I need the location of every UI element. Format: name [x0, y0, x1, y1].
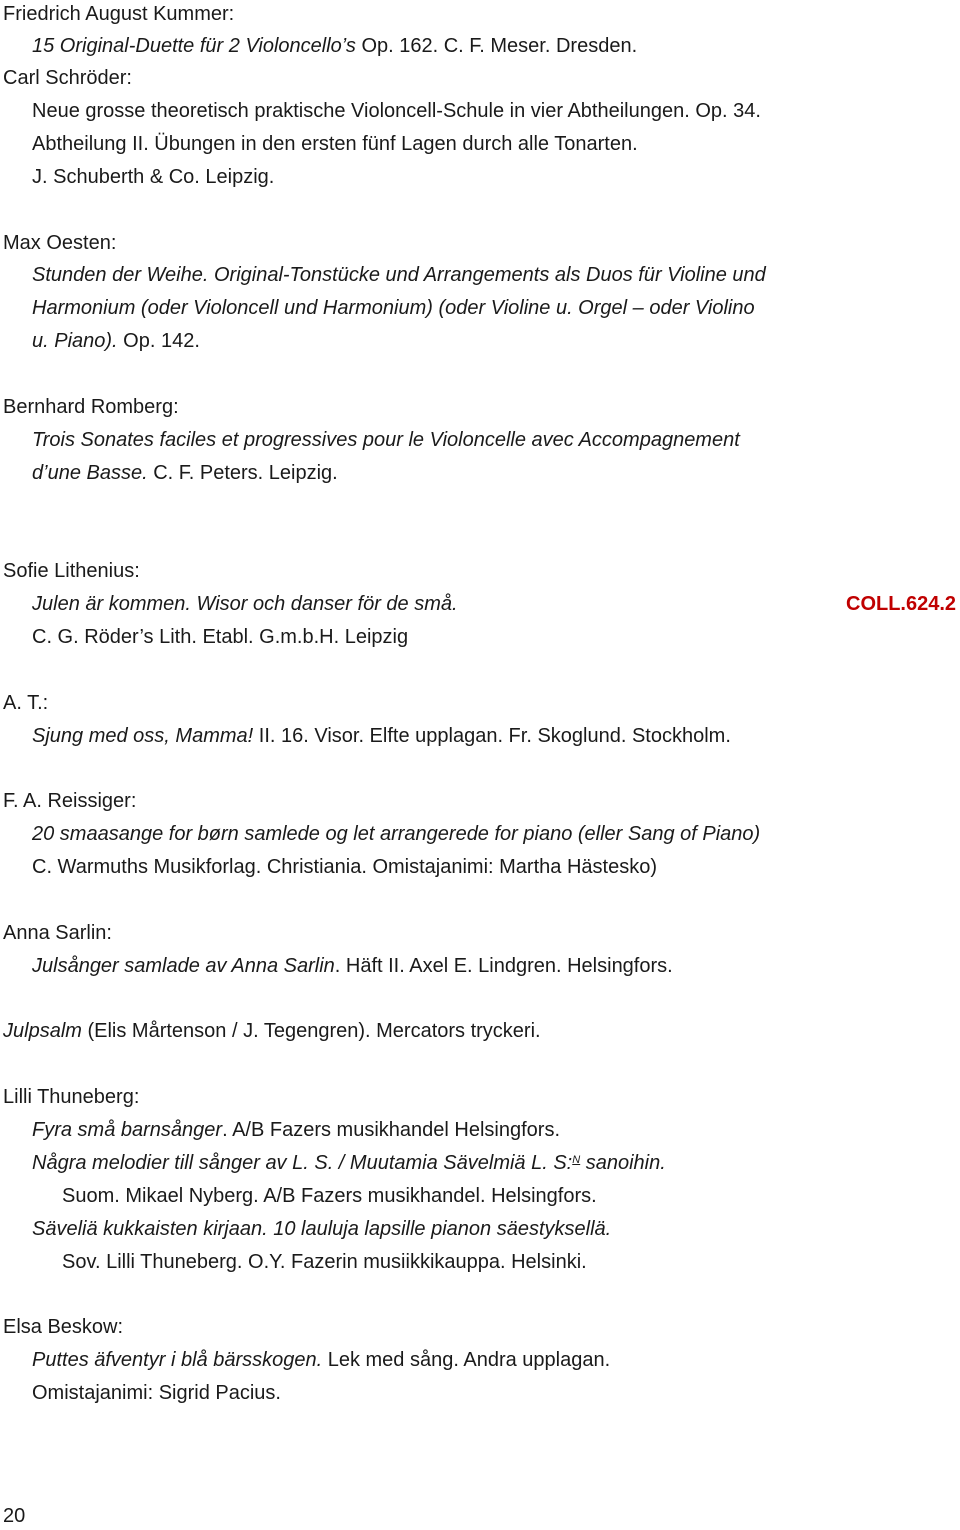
entry-line: Neue grosse theoretisch praktische Violoncell-Schule in vier Abtheilungen. Op. 34. [32, 100, 761, 122]
work-title: Stunden der Weihe. Original-Tonstücke und Arrangements als Duos für Violine und [32, 264, 766, 286]
entry-line [32, 1116, 560, 1144]
entry-line: C. G. Röder’s Lith. Etabl. G.m.b.H. Leipzig [32, 626, 409, 648]
entry-line: C. Warmuths Musikforlag. Christiania. Omistajanimi: Martha Hästesko) [32, 856, 657, 878]
entry-author: Bernhard Romberg: [3, 396, 179, 418]
entry-line [3, 1017, 541, 1045]
publisher-info: (Elis Mårtenson / J. Tegengren). Mercators tryckeri. [81, 1020, 541, 1042]
entry-line [32, 722, 731, 750]
work-title: 20 smaasange for børn samlede og let arrangerede for piano (eller Sang of Piano) [32, 823, 761, 845]
entry-author: Lilli Thuneberg: [3, 1086, 140, 1108]
work-title: sanoihin. [580, 1152, 666, 1174]
work-title: d’une Basse. [32, 462, 148, 484]
work-title: Harmonium (oder Violoncell und Harmonium) (oder Violine u. Orgel – oder Violino [32, 297, 755, 319]
entry-line: J. Schuberth & Co. Leipzig. [32, 166, 275, 188]
publisher-info: Op. 142. [117, 330, 200, 352]
entry-line [32, 32, 637, 60]
work-title: Julsånger samlade av Anna Sarlin [32, 955, 335, 977]
entry-line: Sov. Lilli Thuneberg. O.Y. Fazerin musiikkikauppa. Helsinki. [62, 1251, 587, 1273]
entry-line: Suom. Mikael Nyberg. A/B Fazers musikhandel. Helsingfors. [62, 1185, 597, 1207]
entry-author: Sofie Lithenius: [3, 560, 140, 582]
entry-author: Elsa Beskow: [3, 1316, 124, 1338]
work-title: Några melodier till sånger av L. S. / Muutamia Sävelmiä L. S: [32, 1152, 573, 1174]
entry-line [32, 1346, 610, 1374]
work-title: Säveliä kukkaisten kirjaan. 10 lauluja lapsille pianon säestyksellä. [32, 1218, 612, 1240]
page-number: 20 [3, 1505, 26, 1527]
publisher-info: Op. 162. C. F. Meser. Dresden. [355, 35, 638, 57]
publisher-info: Lek med sång. Andra upplagan. [322, 1349, 611, 1371]
publisher-info: II. 16. Visor. Elfte upplagan. Fr. Skoglund. Stockholm. [253, 725, 731, 747]
entry-line [32, 327, 200, 355]
work-title: 15 Original-Duette für 2 Violoncello’s [32, 35, 356, 57]
work-title: Julpsalm [3, 1020, 82, 1042]
publisher-info: C. F. Peters. Leipzig. [147, 462, 338, 484]
entry-line: Abtheilung II. Übungen in den ersten fünf Lagen durch alle Tonarten. [32, 133, 638, 155]
work-title: Fyra små barnsånger [32, 1119, 223, 1141]
entry-author: F. A. Reissiger: [3, 790, 137, 812]
entry-author: Max Oesten: [3, 232, 117, 254]
entry-line [32, 459, 338, 487]
work-title: Julen är kommen. Wisor och danser för de små. [32, 593, 458, 615]
entry-author: Friedrich August Kummer: [3, 3, 235, 25]
work-title: u. Piano). [32, 330, 118, 352]
work-title: Trois Sonates faciles et progressives pour le Violoncelle avec Accompagnement [32, 429, 740, 451]
entry-author: Anna Sarlin: [3, 922, 112, 944]
entry-line [32, 952, 673, 980]
publisher-info: . A/B Fazers musikhandel Helsingfors. [222, 1119, 560, 1141]
work-title: Sjung med oss, Mamma! [32, 725, 254, 747]
superscript-n: N [572, 1154, 581, 1166]
entry-author: Carl Schröder: [3, 67, 132, 89]
entry-line: Omistajanimi: Sigrid Pacius. [32, 1382, 281, 1404]
publisher-info: . Häft II. Axel E. Lindgren. Helsingfors. [334, 955, 673, 977]
entry-author: A. T.: [3, 692, 49, 714]
call-number: COLL.624.2 [846, 593, 957, 615]
work-title: Puttes äfventyr i blå bärsskogen. [32, 1349, 323, 1371]
entry-line [32, 1149, 666, 1177]
